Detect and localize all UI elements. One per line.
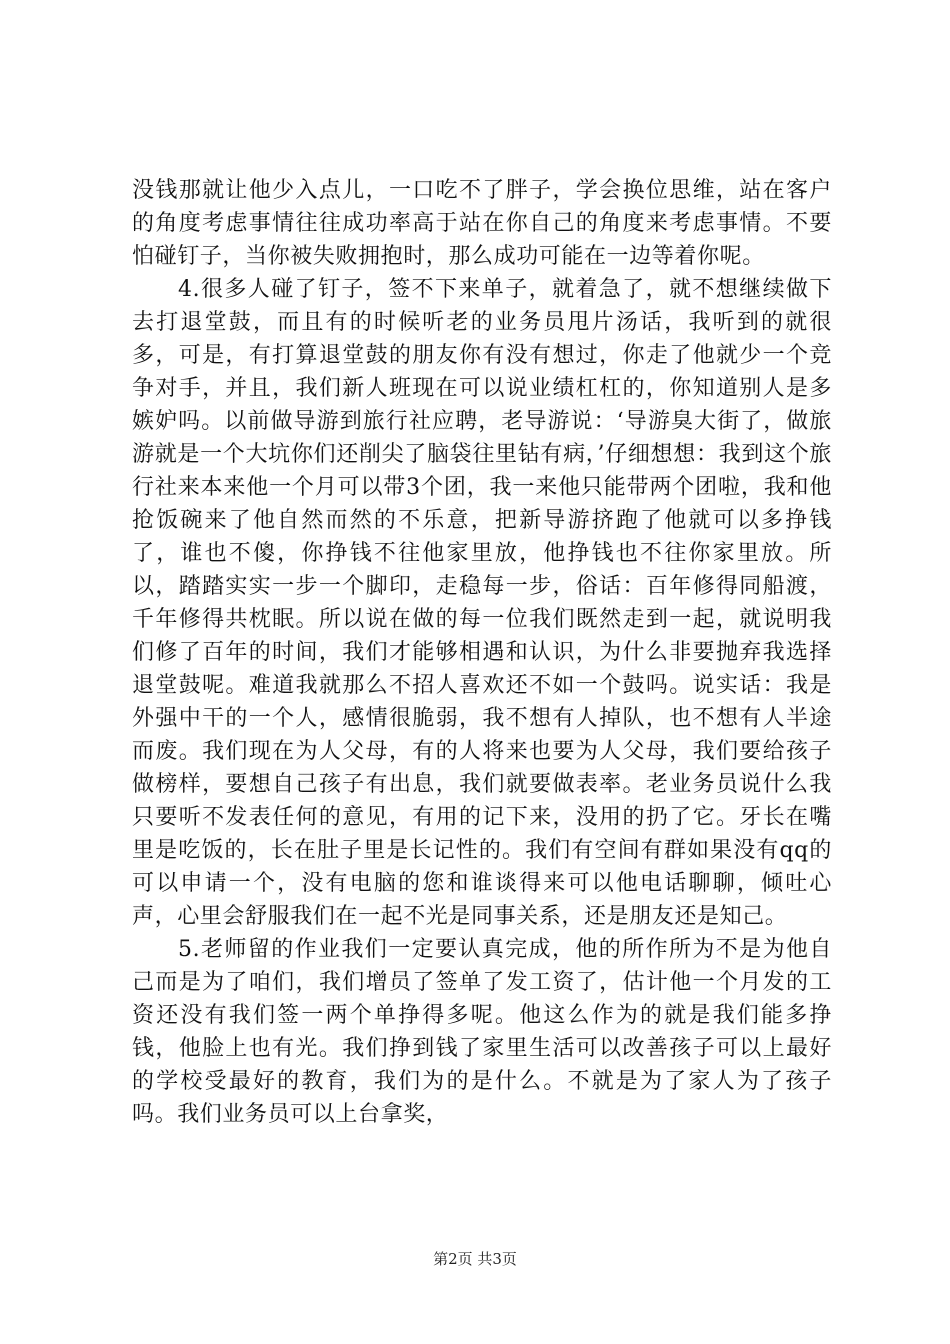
paragraph-item-4: 4.很多人碰了钉子，签不下来单子，就着急了，就不想继续做下去打退堂鼓，而且有的时候听老的业务员甩片汤话，我听到的就很多，可是，有打算退堂鼓的朋友你有没有想过，你走了他就少一个竞争对手，并且，我们新人班现在可以说业绩杠杠的，你知道别人是多嫉妒吗。以前做导游到旅行社应聘，老导游说：‘导游臭大街了，做旅游就是一个大坑你们还削尖了脑袋往里钻有病，’仔细想想：我到这个旅行社来本来他一个月可以带3个团，我一来他只能带两个团啦，我和他抢饭碗来了他自然而然的不乐意，把新导游挤跑了他就可以多挣钱了，谁也不傻，你挣钱不往他家里放，他挣钱也不往你家里放。所以，踏踏实实一步一个脚印，走稳每一步，俗话：百年修得同船渡，千年修得共枕眠。所以说在做的每一位我们既然走到一起，就说明我们修了百年的时间，我们才能够相遇和认识，为什么非要抛弃我选择退堂鼓呢。难道我就那么不招人喜欢还不如一个鼓吗。说实话：我是外强中干的一个人，感情很脆弱，我不想有人掉队，也不想有人半途而废。我们现在为人父母，有的人将来也要为人父母，我们要给孩子做榜样，要想自己孩子有出息，我们就要做表率。老业务员说什么我只要听不发表任何的意见，有用的记下来，没用的扔了它。牙长在嘴里是吃饭的，长在肚子里是长记性的。我们有空间有群如果没有qq的可以申请一个，没有电脑的您和谁谈得来可以他电话聊聊，倾吐心声，心里会舒服我们在一起不光是同事关系，还是朋友还是知己。 [132, 277, 832, 929]
document-body [132, 174, 832, 1131]
page-footer: 第2页 共3页 [433, 1250, 517, 1268]
paragraph-continuation: 没钱那就让他少入点儿，一口吃不了胖子，学会换位思维，站在客户的角度考虑事情往往成功率高于站在你自己的角度来考虑事情。不要怕碰钉子，当你被失败拥抱时，那么成功可能在一边等着你呢。 [132, 178, 832, 269]
paragraph-item-5: 5.老师留的作业我们一定要认真完成，他的所作所为不是为他自己而是为了咱们，我们增员了签单了发工资了，估计他一个月发的工资还没有我们签一两个单挣得多呢。他这么作为的就是我们能多挣钱，他脸上也有光。我们挣到钱了家里生活可以改善孩子可以上最好的学校受最好的教育，我们为的是什么。不就是为了家人为了孩子吗。我们业务员可以上台拿奖， [132, 937, 832, 1127]
